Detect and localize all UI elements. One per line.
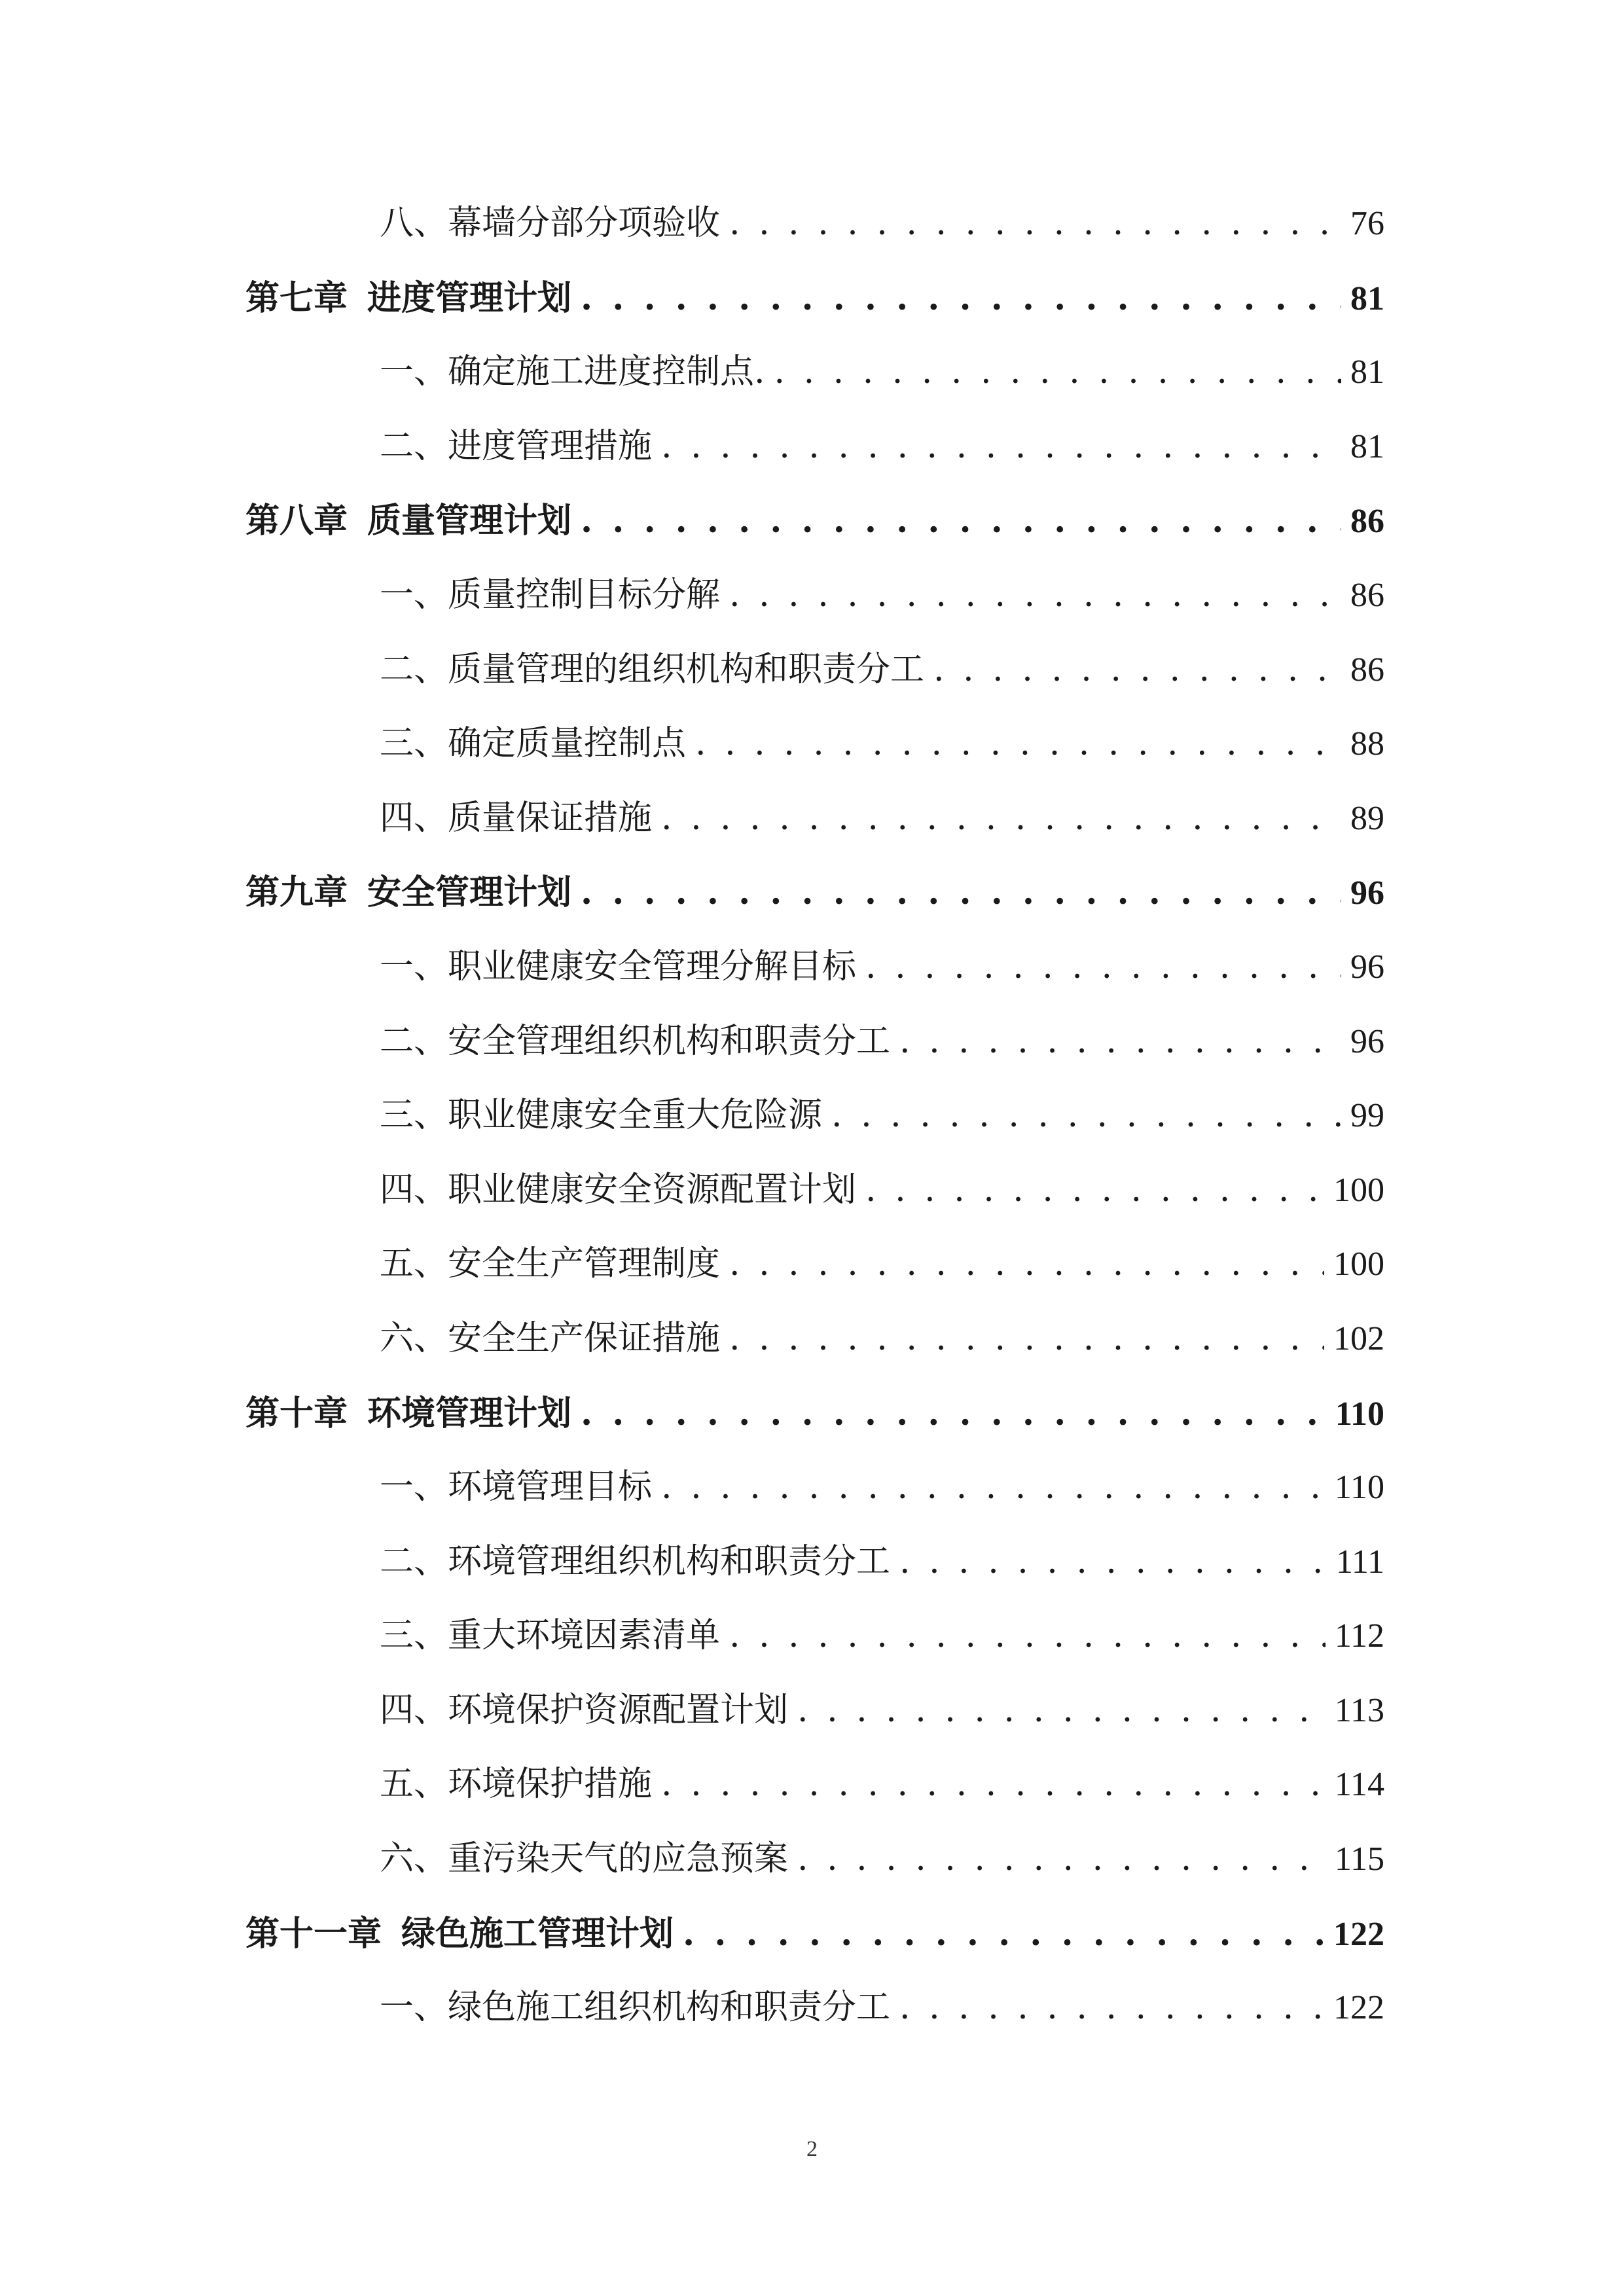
toc-page-number: 86 <box>1350 576 1384 614</box>
toc-entry-label: 安全管理计划 <box>367 872 572 913</box>
table-of-contents <box>245 187 1384 2045</box>
toc-page-number: 96 <box>1350 1022 1384 1060</box>
toc-entry-title <box>380 1227 720 1302</box>
toc-entry-label: 八、幕墙分部分项验收 <box>380 204 721 243</box>
toc-section-entry[interactable] <box>245 187 1384 261</box>
toc-entry-label: 四、环境保护资源配置计划 <box>380 1690 789 1730</box>
toc-entry-label: 五、安全生产管理制度 <box>380 1244 721 1284</box>
toc-dot-leader <box>865 1153 1324 1228</box>
toc-page-number: 114 <box>1334 1766 1384 1804</box>
toc-chapter-number: 第九章 <box>245 872 348 913</box>
toc-page-number: 115 <box>1334 1840 1384 1878</box>
toc-entry-label: 一、质量控制目标分解 <box>380 575 721 615</box>
toc-entry-label: 一、职业健康安全管理分解目标 <box>380 946 857 986</box>
toc-entry-title <box>380 781 652 856</box>
toc-chapter-number: 第八章 <box>245 501 348 541</box>
toc-page-number: 110 <box>1335 1395 1384 1433</box>
toc-dot-leader <box>729 1227 1324 1302</box>
toc-section-entry[interactable] <box>245 1302 1384 1376</box>
toc-dot-leader <box>865 930 1341 1005</box>
toc-entry-title <box>380 633 924 708</box>
toc-entry-title <box>380 1525 890 1600</box>
toc-entry-title <box>380 707 686 781</box>
toc-page-number: 96 <box>1350 874 1384 912</box>
toc-entry-title <box>380 1822 788 1897</box>
toc-section-entry[interactable] <box>245 930 1384 1005</box>
toc-dot-leader <box>661 781 1341 856</box>
toc-section-entry[interactable] <box>245 1971 1384 2045</box>
toc-dot-leader <box>797 1822 1326 1897</box>
toc-entry-title <box>245 1376 571 1451</box>
toc-entry-title <box>380 1153 856 1228</box>
toc-section-entry[interactable] <box>245 410 1384 484</box>
toc-section-entry[interactable] <box>245 1674 1384 1748</box>
toc-entry-title <box>380 1450 652 1525</box>
toc-page-number: 89 <box>1350 799 1384 837</box>
toc-chapter-entry[interactable] <box>245 484 1384 558</box>
toc-entry-label: 二、质量管理的组织机构和职责分工 <box>380 649 925 689</box>
toc-dot-leader <box>581 1376 1326 1451</box>
toc-dot-leader <box>899 1971 1324 2045</box>
toc-section-entry[interactable] <box>245 1227 1384 1302</box>
toc-page-number: 88 <box>1350 725 1384 763</box>
toc-entry-label: 四、质量保证措施 <box>380 798 653 838</box>
toc-dot-leader <box>695 707 1341 781</box>
toc-entry-label: 六、安全生产保证措施 <box>380 1318 721 1358</box>
toc-entry-label: 一、确定施工进度控制点. <box>380 352 765 392</box>
toc-entry-label: 三、确定质量控制点 <box>380 724 687 764</box>
toc-dot-leader <box>661 1450 1326 1525</box>
toc-page-number: 76 <box>1350 205 1384 242</box>
toc-entry-title <box>380 558 720 633</box>
toc-entry-label: 五、环境保护措施 <box>380 1765 653 1804</box>
toc-page-number: 86 <box>1350 651 1384 689</box>
toc-dot-leader <box>899 1005 1341 1079</box>
page-number: 2 <box>806 2137 818 2161</box>
toc-entry-label: 绿色施工管理计划 <box>401 1913 674 1954</box>
toc-entry-title <box>245 261 571 336</box>
toc-page-number: 110 <box>1334 1469 1384 1507</box>
toc-entry-label: 二、安全管理组织机构和职责分工 <box>380 1021 891 1061</box>
toc-entry-title <box>380 1748 652 1822</box>
toc-dot-leader <box>831 1079 1341 1153</box>
toc-section-entry[interactable] <box>245 558 1384 633</box>
toc-page-number: 100 <box>1333 1171 1384 1209</box>
toc-chapter-entry[interactable] <box>245 1376 1384 1451</box>
toc-dot-leader <box>581 484 1341 558</box>
toc-dot-leader <box>661 1748 1326 1822</box>
toc-dot-leader <box>899 1525 1327 1600</box>
toc-page-number: 100 <box>1333 1246 1384 1283</box>
toc-entry-title <box>245 855 571 930</box>
toc-chapter-number: 第七章 <box>245 278 348 318</box>
toc-page-number: 122 <box>1333 1989 1384 2027</box>
toc-entry-title <box>380 930 856 1005</box>
toc-entry-label: 二、环境管理组织机构和职责分工 <box>380 1541 891 1581</box>
toc-page-number: 122 <box>1333 1915 1384 1953</box>
toc-section-entry[interactable] <box>245 633 1384 708</box>
toc-chapter-number: 第十一章 <box>245 1913 382 1954</box>
toc-page-number: 112 <box>1334 1617 1384 1655</box>
toc-section-entry[interactable] <box>245 335 1384 410</box>
toc-section-entry[interactable] <box>245 1599 1384 1674</box>
toc-section-entry[interactable] <box>245 1005 1384 1079</box>
toc-entry-label: 一、环境管理目标 <box>380 1467 653 1507</box>
toc-entry-title <box>380 1971 890 2045</box>
toc-entry-label: 四、职业健康安全资源配置计划 <box>380 1170 857 1210</box>
toc-page-number: 81 <box>1350 427 1384 465</box>
toc-entry-label: 三、职业健康安全重大危险源 <box>380 1096 823 1136</box>
toc-section-entry[interactable] <box>245 1079 1384 1153</box>
toc-entry-label: 二、进度管理措施 <box>380 426 653 466</box>
toc-entry-title <box>380 1302 720 1376</box>
toc-section-entry[interactable] <box>245 1748 1384 1822</box>
toc-page-number: 96 <box>1350 948 1384 986</box>
toc-section-entry[interactable] <box>245 707 1384 781</box>
toc-dot-leader <box>661 410 1341 484</box>
toc-section-entry[interactable] <box>245 1822 1384 1897</box>
toc-chapter-entry[interactable] <box>245 1897 1384 1971</box>
toc-page-number: 86 <box>1350 503 1384 541</box>
toc-chapter-entry[interactable] <box>245 855 1384 930</box>
toc-entry-title <box>380 1005 890 1079</box>
toc-entry-label: 六、重污染天气的应急预案 <box>380 1839 789 1879</box>
toc-section-entry[interactable] <box>245 781 1384 856</box>
toc-dot-leader <box>729 1302 1324 1376</box>
toc-entry-label: 进度管理计划 <box>367 278 572 318</box>
toc-dot-leader <box>683 1897 1324 1971</box>
toc-page-number: 113 <box>1334 1691 1384 1729</box>
toc-chapter-entry[interactable] <box>245 261 1384 336</box>
toc-entry-title <box>380 1599 720 1674</box>
toc-entry-title <box>380 187 720 261</box>
toc-entry-label: 三、重大环境因素清单 <box>380 1616 721 1656</box>
toc-page-number: 81 <box>1350 279 1384 317</box>
toc-entry-title <box>245 1897 674 1971</box>
toc-dot-leader <box>729 187 1341 261</box>
toc-page-number: 99 <box>1350 1097 1384 1135</box>
toc-dot-leader <box>729 558 1341 633</box>
toc-page-number: 102 <box>1333 1319 1384 1357</box>
toc-page-number: 81 <box>1350 353 1384 391</box>
toc-section-entry[interactable] <box>245 1525 1384 1600</box>
toc-dot-leader <box>729 1599 1326 1674</box>
toc-section-entry[interactable] <box>245 1153 1384 1228</box>
toc-dot-leader <box>774 335 1341 410</box>
toc-entry-title <box>380 1674 788 1748</box>
toc-dot-leader <box>581 855 1341 930</box>
toc-entry-label: 质量管理计划 <box>367 501 572 541</box>
toc-chapter-number: 第十章 <box>245 1393 348 1433</box>
toc-dot-leader <box>797 1674 1326 1748</box>
toc-page-number: 111 <box>1335 1543 1384 1581</box>
toc-entry-title <box>380 1079 822 1153</box>
toc-entry-label: 环境管理计划 <box>367 1393 572 1433</box>
toc-entry-label: 一、绿色施工组织机构和职责分工 <box>380 1988 891 2028</box>
toc-dot-leader <box>581 261 1341 336</box>
toc-section-entry[interactable] <box>245 1450 1384 1525</box>
toc-entry-title <box>380 410 652 484</box>
toc-entry-title <box>380 335 765 410</box>
toc-dot-leader <box>933 633 1341 708</box>
toc-entry-title <box>245 484 571 558</box>
